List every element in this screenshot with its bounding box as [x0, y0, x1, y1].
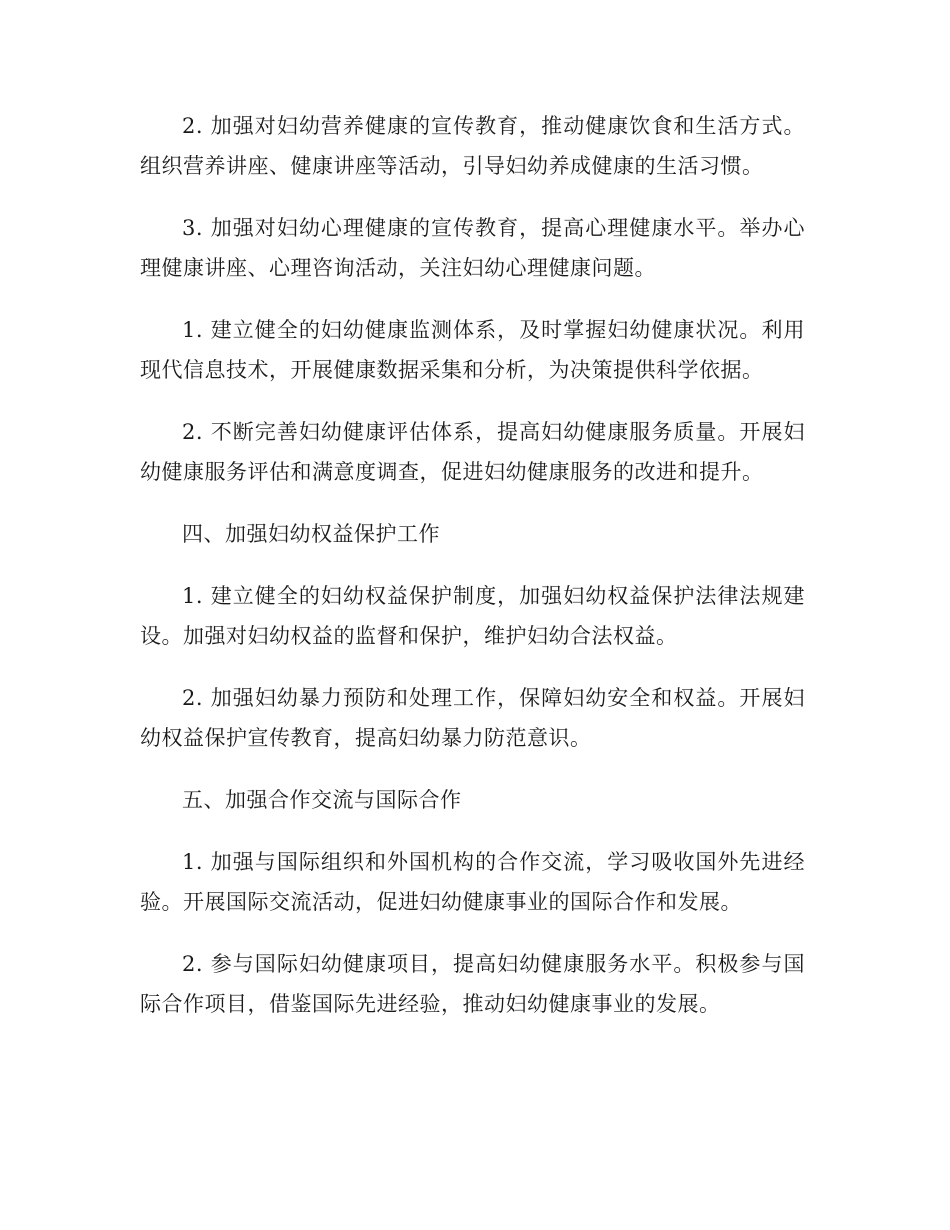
- document-page: [140, 106, 805, 1046]
- paragraph-international-projects: 2. 参与国际妇幼健康项目，提高妇幼健康服务水平。积极参与国际合作项目，借鉴国际先进经验，推动妇幼健康事业的发展。: [140, 952, 805, 1016]
- section-heading-international-cooperation: 五、加强合作交流与国际合作: [182, 788, 462, 812]
- paragraph-rights-system: 1. 建立健全的妇幼权益保护制度，加强妇幼权益保护法律法规建设。加强对妇幼权益的监督和保护，维护妇幼合法权益。: [140, 584, 805, 648]
- paragraph-international-exchange: 1. 加强与国际组织和外国机构的合作交流，学习吸收国外先进经验。开展国际交流活动，促进妇幼健康事业的国际合作和发展。: [140, 850, 805, 914]
- section-heading-rights-protection: 四、加强妇幼权益保护工作: [182, 522, 440, 546]
- paragraph-mental-health-education: 3. 加强对妇幼心理健康的宣传教育，提高心理健康水平。举办心理健康讲座、心理咨询活动，关注妇幼心理健康问题。: [140, 216, 805, 280]
- paragraph-health-monitoring: 1. 建立健全的妇幼健康监测体系，及时掌握妇幼健康状况。利用现代信息技术，开展健康数据采集和分析，为决策提供科学依据。: [140, 318, 805, 382]
- paragraph-health-evaluation: 2. 不断完善妇幼健康评估体系，提高妇幼健康服务质量。开展妇幼健康服务评估和满意度调查，促进妇幼健康服务的改进和提升。: [140, 420, 805, 484]
- paragraph-nutrition-education: 2. 加强对妇幼营养健康的宣传教育，推动健康饮食和生活方式。组织营养讲座、健康讲座等活动，引导妇幼养成健康的生活习惯。: [140, 114, 805, 178]
- paragraph-violence-prevention: 2. 加强妇幼暴力预防和处理工作，保障妇幼安全和权益。开展妇幼权益保护宣传教育，提高妇幼暴力防范意识。: [140, 686, 805, 750]
